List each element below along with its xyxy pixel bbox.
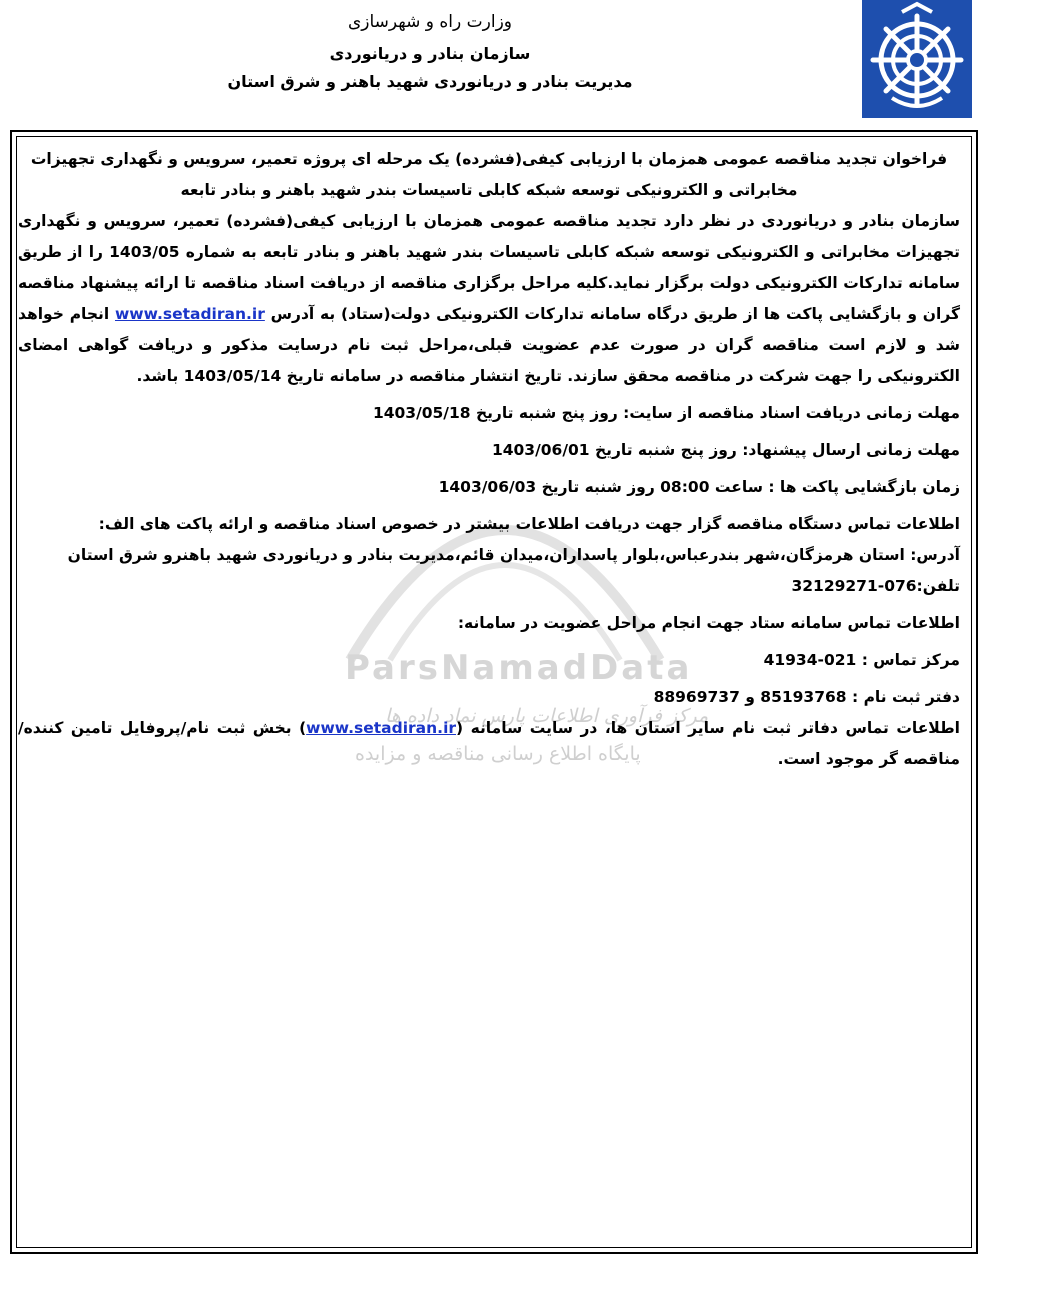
- deadline-docs: مهلت زمانی دریافت اسناد مناقصه از سایت: روز پنج شنبه تاریخ 1403/05/18: [372, 404, 960, 422]
- ports-organization-logo-icon: [862, 0, 972, 118]
- registration-office: دفتر ثبت نام : 85193768 و 88969737: [653, 688, 960, 706]
- notice-title: [18, 144, 960, 206]
- setadiran-link[interactable]: www.setadiran.ir: [114, 305, 265, 323]
- watermark-brand: ParsNamadData: [345, 648, 693, 688]
- call-center: مرکز تماس : 021-41934: [763, 651, 960, 669]
- notice-body-part1: سازمان بنادر و دریانوردی در نظر دارد تجدید مناقصه عمومی همزمان با ارزیابی کیفی(فشرده) تعمیر، سرویس و نگهداری تجهیزات مخابراتی و الکترونیکی توسعه شبکه کابلی تاسیسات بندر شهید باهنر و بنادر تابعه به شماره 1403/05 را از طریق سامانه تدارکات الکترونیکی دولت برگزار نماید.کلیه مراحل برگزاری مناقصه از دریافت اسناد مناقصه تا ارائه پیشنهاد مناقصه گران و بازگشایی پاکت ها از طریق درگاه سامانه تدارکات الکترونیکی دولت(ستاد) به آدرس: [18, 212, 960, 323]
- notice-title-line2: مخابراتی و الکترونیکی توسعه شبکه کابلی تاسیسات بندر شهید باهنر و بنادر تابعه: [180, 181, 798, 199]
- envelope-opening: زمان بازگشایی پاکت ها : ساعت 08:00 روز شنبه تاریخ 1403/06/03: [438, 478, 960, 496]
- phone: تلفن:076-32129271: [791, 577, 960, 595]
- directorate-name: مدیریت بنادر و دریانوردی شهید باهنر و شرق استان: [227, 72, 633, 91]
- organization-name: سازمان بنادر و دریانوردی: [329, 44, 531, 63]
- ministry-name: وزارت راه و شهرسازی: [347, 12, 512, 32]
- watermark-line1: مرکز فرآوری اطلاعات پارس نماد داده ها: [385, 705, 709, 727]
- setadiran-link-2[interactable]: www.setadiran.ir: [306, 719, 457, 737]
- notice-title-line1: فراخوان تجدید مناقصه عمومی همزمان با ارزیابی کیفی(فشرده) یک مرحله ای پروژه تعمیر، سرویس و نگهداری تجهیزات: [30, 150, 948, 168]
- deadline-bids: مهلت زمانی ارسال پیشنهاد: روز پنج شنبه تاریخ 1403/06/01: [491, 441, 960, 459]
- watermark-line2: پایگاه اطلاع رسانی مناقصه و مزایده: [355, 743, 641, 765]
- notice-body-part2: انجام خواهد شد و لازم است مناقصه گران در صورت عدم عضویت قبلی،مراحل ثبت نام درسایت مذکور و دریافت گواهی امضای الکترونیکی را جهت شرکت در مناقصه محقق سازند. تاریخ انتشار مناقصه در سامانه تاریخ 1403/05/14 باشد.: [18, 305, 960, 385]
- notice-body: [18, 206, 960, 392]
- setad-heading: اطلاعات تماس سامانه ستاد جهت انجام مراحل عضویت در سامانه:: [457, 614, 960, 632]
- other-offices-part1: اطلاعات تماس دفاتر ثبت نام سایر استان ها، در سایت سامانه (: [456, 719, 960, 737]
- address: آدرس: استان هرمزگان،شهر بندرعباس،بلوار پاسداران،میدان قائم،مدیریت بنادر و دریانوردی شهید باهنرو شرق استان: [67, 546, 960, 564]
- other-offices: [18, 713, 960, 775]
- contact-heading: اطلاعات تماس دستگاه مناقصه گزار جهت دریافت اطلاعات بیشتر در خصوص اسناد مناقصه و ارائه پاکت های الف:: [98, 515, 960, 533]
- other-offices-part2: ) بخش ثبت نام/پروفایل تامین کننده/مناقصه گر موجود است.: [18, 719, 960, 768]
- notice-content: [18, 144, 960, 775]
